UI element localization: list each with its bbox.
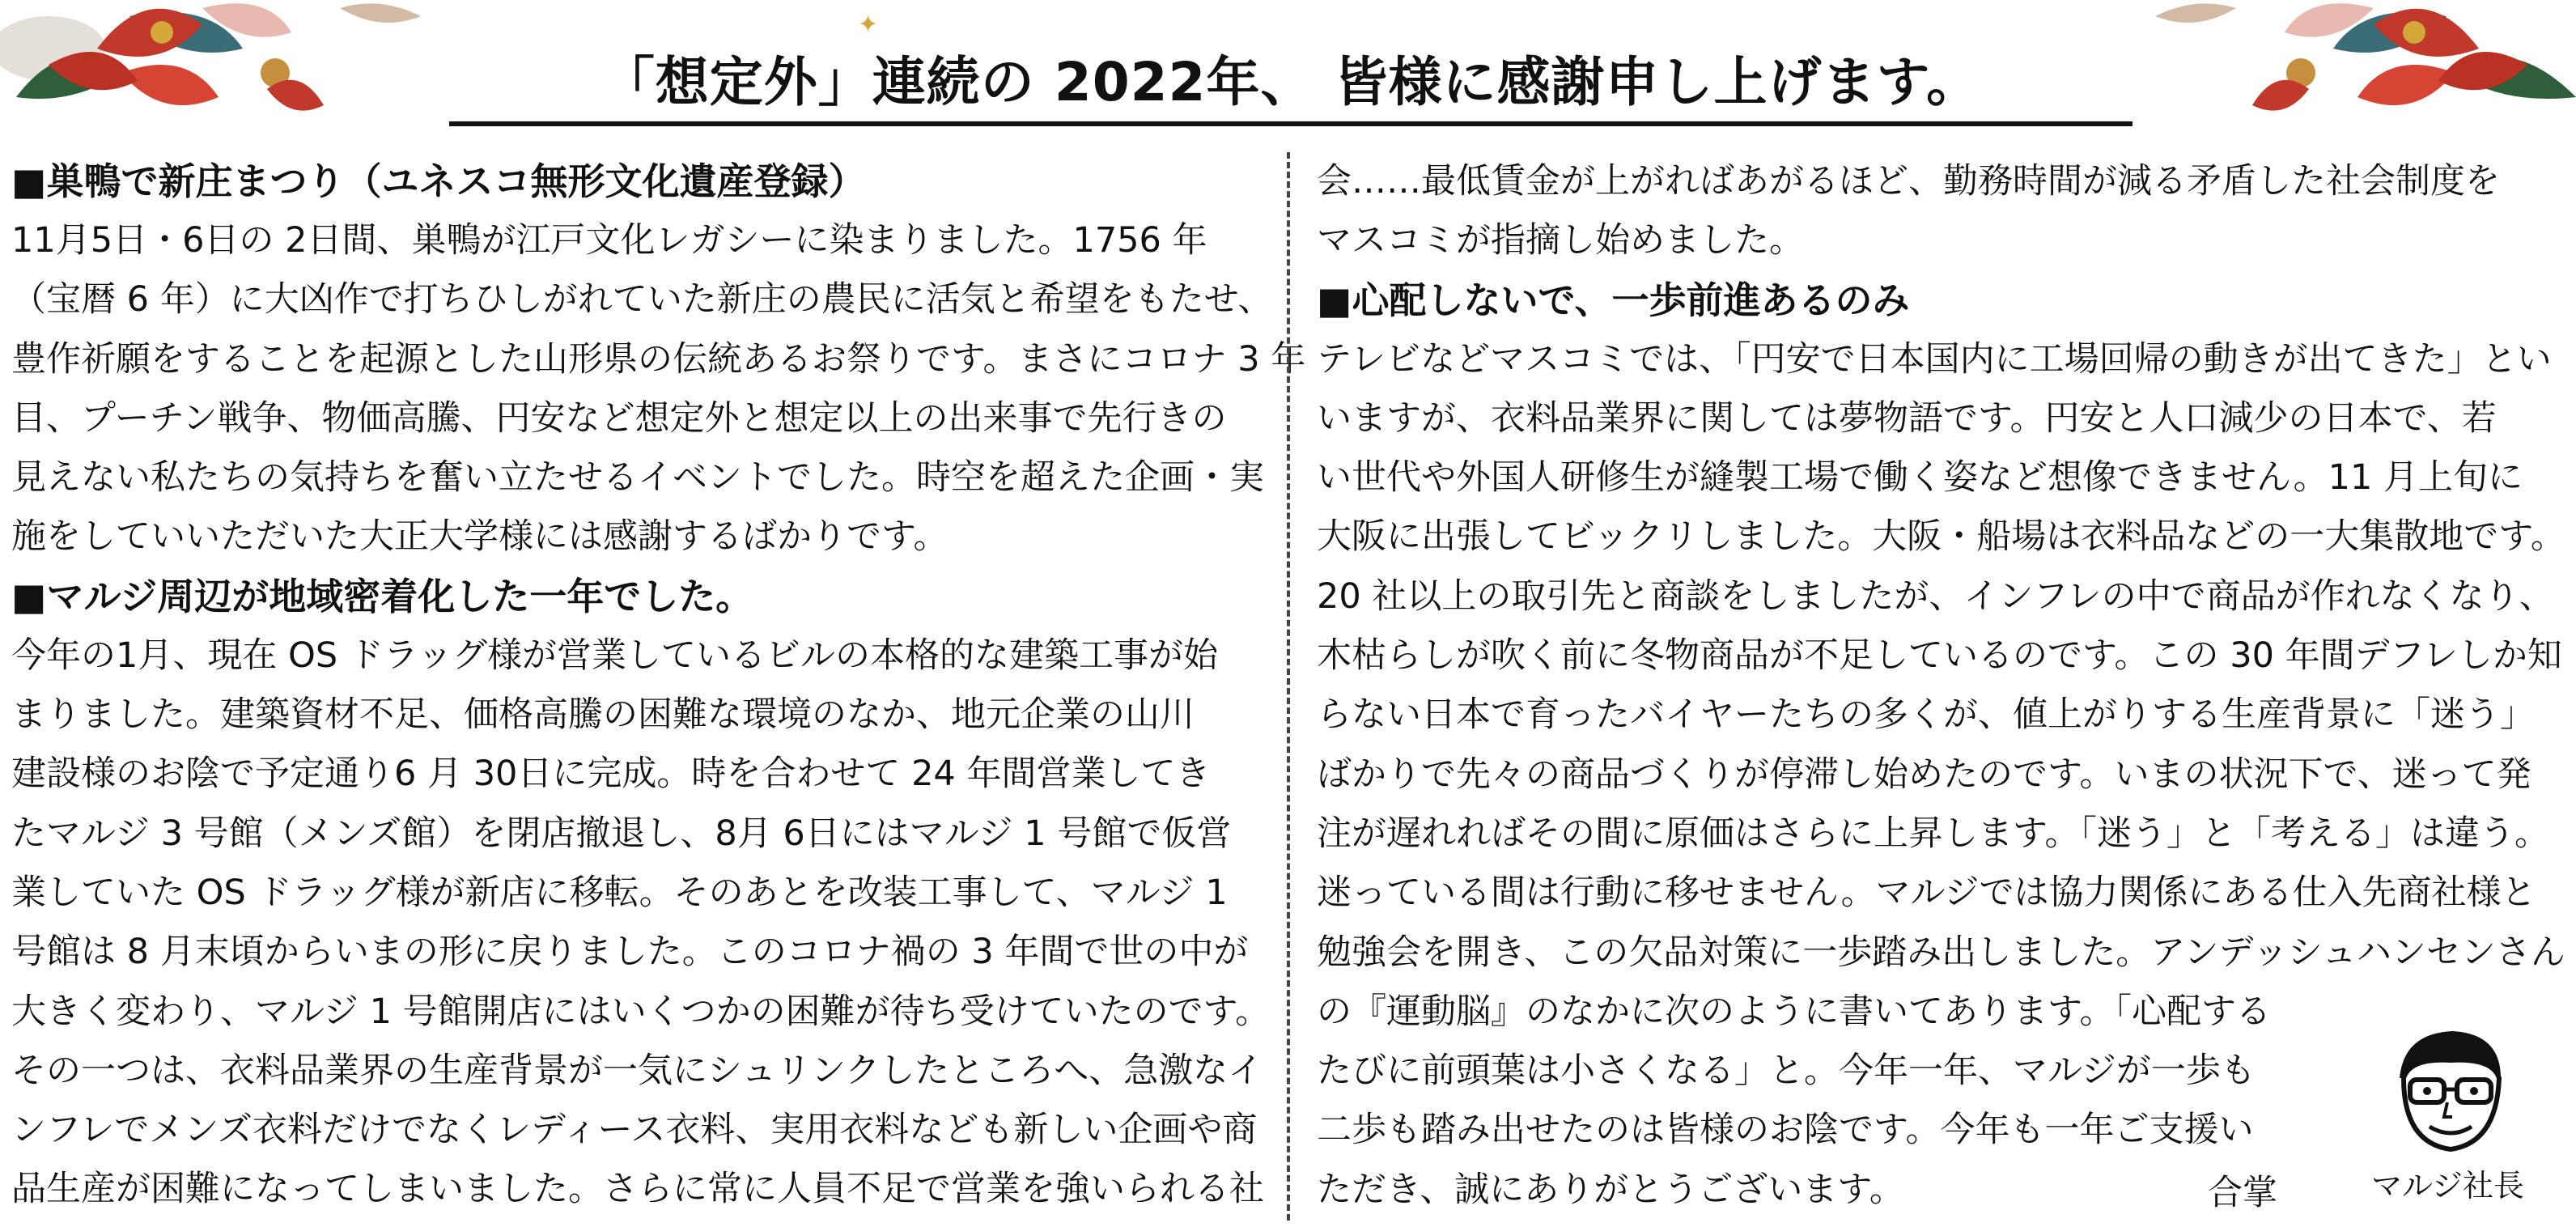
paragraph-line: その一つは、衣料品業界の生産背景が一気にシュリンクしたところへ、急激なイ [11, 1050, 1263, 1091]
left-column [11, 152, 1306, 1221]
page-title: 「想定外」連続の 2022年、 皆様に感謝申し上げます。 [601, 51, 1981, 113]
paragraph-line: ばかりで先々の商品づくりが停滞し始めたのです。いまの状況下で、迷って発 [1317, 754, 2531, 795]
section-heading-step-forward: ■心配しないで、一歩前進あるのみ [1317, 278, 1910, 322]
president-caricature-icon [2379, 1021, 2517, 1159]
paragraph-line: 目、プーチン戦争、物価高騰、円安など想定外と想定以上の出来事で先行きの [11, 397, 1227, 439]
paragraph-line: 木枯らしが吹く前に冬物商品が不足しているのです。この 30 年間デフレしか知 [1317, 635, 2562, 677]
paragraph-line: 品生産が困難になってしまいました。さらに常に人員不足で営業を強いられる社 [11, 1169, 1264, 1210]
paragraph-line: 施をしていいただいた大正大学様には感謝するばかりです。 [11, 516, 948, 558]
paragraph-line: 今年の1月、現在 OS ドラッグ様が営業しているビルの本格的な建築工事が始 [11, 635, 1218, 676]
paragraph-line: 11月5日・6日の 2日間、巣鴨が江戸文化レガシーに染まりました。1756 年 [11, 220, 1207, 261]
paragraph-line: ただき、誠にありがとうございます。 [1317, 1169, 1904, 1210]
paragraph-line: テレビなどマスコミでは、「円安で日本国内に工場回帰の動きが出てきた」とい [1317, 338, 2552, 380]
paragraph-line: まりました。建築資材不足、価格高騰の困難な環境のなか、地元企業の山川 [11, 694, 1195, 736]
paragraph-line: たマルジ 3 号館（メンズ館）を閉店撤退し、8月 6日にはマルジ 1 号館で仮営 [11, 813, 1232, 854]
paragraph-line: たびに前頭葉は小さくなる」と。今年一年、マルジが一歩も [1317, 1051, 2256, 1092]
paragraph-line: ンフレでメンズ衣料だけでなくレディース衣料、実用衣料なども新しい企画や商 [11, 1110, 1258, 1151]
paragraph-line: 豊作祈願をすることを起源とした山形県の伝統あるお祭りです。まさにコロナ 3 年 [11, 338, 1306, 380]
paragraph-line: 注が遅れればその間に原価はさらに上昇します。「迷う」と「考える」は違う。 [1317, 813, 2550, 854]
title-underline [449, 121, 2133, 126]
paragraph-line: の『運動脳』のなかに次のように書いてあります。「心配する [1317, 991, 2272, 1032]
paragraph-line: 見えない私たちの気持ちを奮い立たせるイベントでした。時空を超えた企画・実 [11, 457, 1264, 499]
paragraph-line: マスコミが指摘し始めました。 [1317, 220, 1804, 261]
signature: マルジ社長 [2371, 1168, 2525, 1204]
paragraph-line: 大阪に出張してビックリしました。大阪・船場は衣料品などの一大集散地です。 [1317, 516, 2565, 558]
paragraph-line: 勉強会を開き、この欠品対策に一歩踏み出しました。アンデッシュハンセンさん [1317, 932, 2565, 973]
paragraph-line: らない日本で育ったバイヤーたちの多くが、値上がりする生産背景に「迷う」 [1317, 694, 2535, 736]
paragraph-line: 建設様のお陰で予定通り6 月 30日に完成。時を合わせて 24 年間営業してき [11, 754, 1211, 795]
closing-gassho: 合掌 [2208, 1173, 2277, 1213]
paragraph-line: いますが、衣料品業界に関しては夢物語です。円安と人口減少の日本で、若 [1317, 397, 2497, 439]
paragraph-line: い世代や外国人研修生が縫製工場で働く姿など想像できません。11 月上旬に [1317, 457, 2523, 499]
paragraph-line: 二歩も踏み出せたのは皆様のお陰です。今年も一年ご支援い [1317, 1110, 2254, 1151]
paragraph-line: 迷っている間は行動に移せません。マルジでは協力関係にある仕入先商社様と [1317, 872, 2536, 914]
paragraph-line: （宝暦 6 年）に大凶作で打ちひしがれていた新庄の農民に活気と希望をもたせ、 [11, 279, 1273, 321]
paragraph-line: 業していた OS ドラッグ様が新店に移転。そのあとを改装工事して、マルジ 1 [11, 872, 1228, 913]
paragraph-line: 20 社以上の取引先と商談をしましたが、インフレの中で商品が作れなくなり、 [1317, 575, 2554, 617]
paragraph-line: 大きく変わり、マルジ 1 号館開店にはいくつかの困難が待ち受けていたのです。 [11, 991, 1271, 1032]
svg-text:✦: ✦ [858, 11, 879, 39]
paragraph-line: 号館は 8 月末頃からいまの形に戻りました。このコロナ禍の 3 年間で世の中が [11, 932, 1249, 973]
column-divider [1287, 152, 1290, 1221]
paragraph-line: 会……最低賃金が上がればあがるほど、勤務時間が減る矛盾した社会制度を [1317, 161, 2500, 202]
section-heading-local-community: ■マルジ周辺が地域密着化した一年でした。 [11, 574, 753, 618]
section-heading-sugamo-festival: ■巣鴨で新庄まつり（ユネスコ無形文化遺産登録） [11, 159, 866, 203]
